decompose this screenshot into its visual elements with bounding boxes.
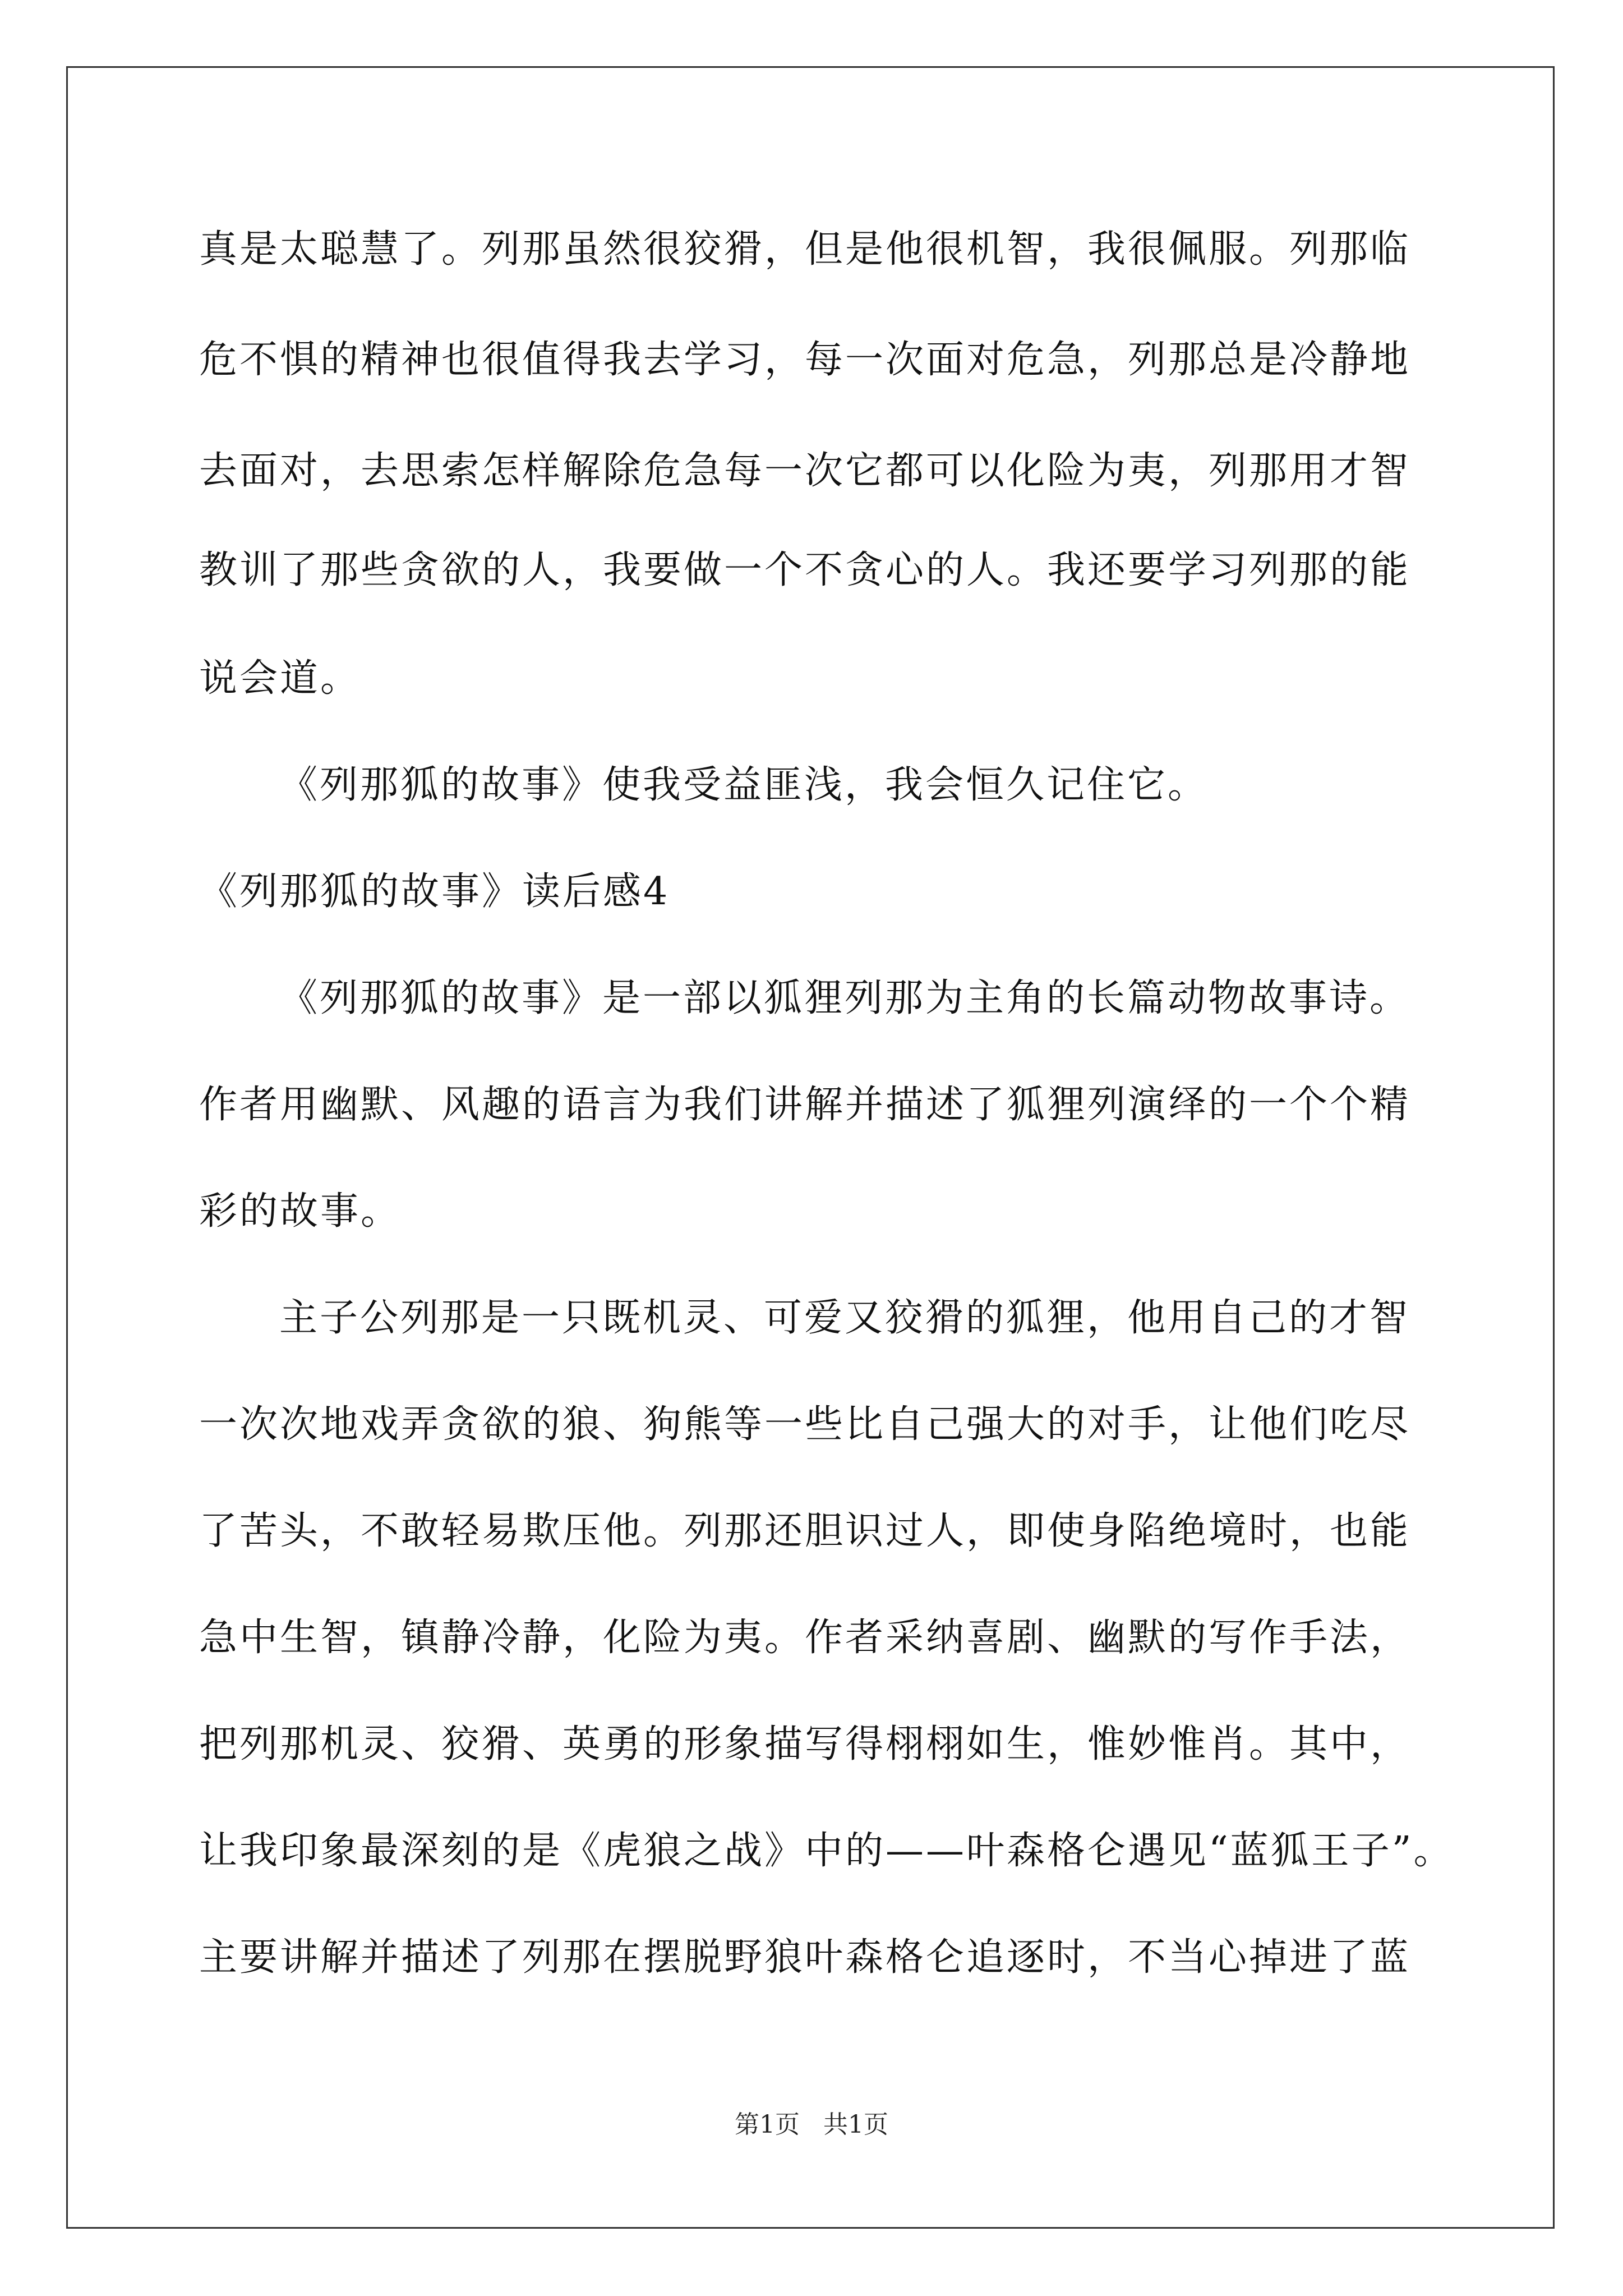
paragraph-line: 《列那狐的故事》是一部以狐狸列那为主角的长篇动物故事诗。: [279, 976, 1410, 1020]
body-line: 让我印象最深刻的是《虎狼之战》中的——叶森格仑遇见“蓝狐王子”。: [199, 1829, 1454, 1873]
body-line: 教训了那些贪欲的人，我要做一个不贪心的人。我还要学习列那的能: [199, 548, 1411, 592]
body-line: 把列那机灵、狡猾、英勇的形象描写得栩栩如生，惟妙惟肖。其中，: [199, 1722, 1411, 1766]
page-number-footer: 第1页 共1页: [735, 2110, 888, 2139]
body-line: 急中生智，镇静冷静，化险为夷。作者采纳喜剧、幽默的写作手法，: [199, 1616, 1411, 1660]
paragraph-line: 《列那狐的故事》使我受益匪浅，我会恒久记住它。: [279, 763, 1209, 807]
page-border: [66, 66, 1555, 2229]
body-line: 去面对，去思索怎样解除危急每一次它都可以化险为夷，列那用才智: [199, 449, 1411, 493]
section-heading: 《列那狐的故事》读后感4: [199, 869, 670, 914]
body-line: 一次次地戏弄贪欲的狼、狗熊等一些比自己强大的对手，让他们吃尽: [199, 1402, 1411, 1447]
body-line: 了苦头，不敢轻易欺压他。列那还胆识过人，即使身陷绝境时，也能: [199, 1509, 1411, 1553]
body-line: 主要讲解并描述了列那在摆脱野狼叶森格仑追逐时，不当心掉进了蓝: [199, 1935, 1411, 1980]
body-line: 彩的故事。: [199, 1189, 402, 1234]
body-line: 说会道。: [199, 656, 361, 701]
body-line: 真是太聪慧了。列那虽然很狡猾，但是他很机智，我很佩服。列那临: [199, 227, 1411, 272]
paragraph-line: 主子公列那是一只既机灵、可爱又狡猾的狐狸，他用自己的才智: [279, 1296, 1410, 1340]
body-line: 危不惧的精神也很值得我去学习，每一次面对危急，列那总是冷静地: [199, 338, 1411, 382]
body-line: 作者用幽默、风趣的语言为我们讲解并描述了狐狸列演绎的一个个精: [199, 1083, 1411, 1127]
